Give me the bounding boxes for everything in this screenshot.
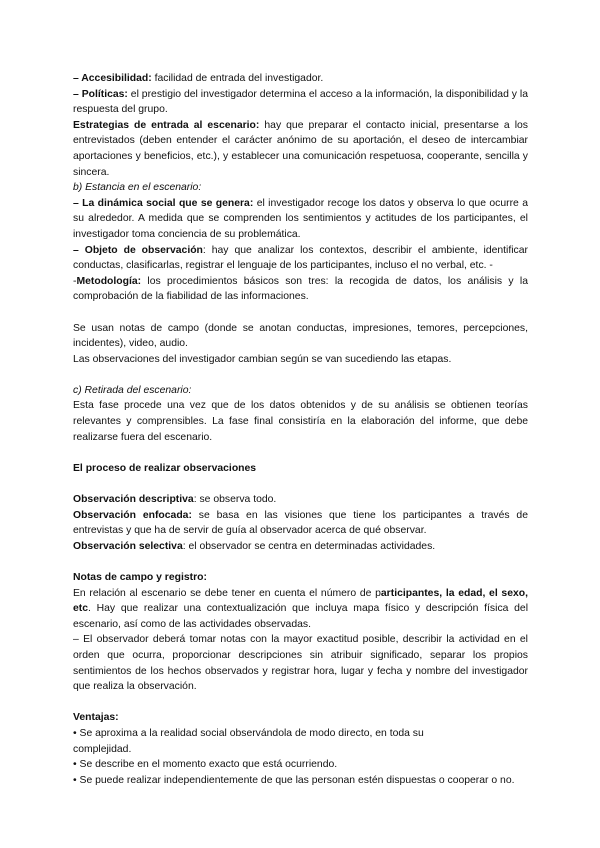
dinamica-item: – La dinámica social que se genera: el investigador recoge los datos y observa lo que ocurre a su alrededor. A medida que se comprenden los sentimientos y actitudes de los participantes, el investigador toma conciencia de su problemática. bbox=[73, 197, 528, 240]
estrategias-paragraph: Estrategias de entrada al escenario: hay que preparar el contacto inicial, presentarse a los entrevistados (deben entender el carácter anónimo de su aportación, el deseo de intercambiar aportaciones y beneficios, etc.), y establecer una comunicación respetuosa, cooperante, sencilla y sincera. bbox=[73, 119, 528, 178]
observaciones-cambian-paragraph: Las observaciones del investigador cambian según se van sucediendo las etapas. bbox=[73, 353, 452, 365]
obs-selectiva-item: Observación selectiva: el observador se centra en determinadas actividades. bbox=[73, 540, 436, 552]
ventaja-item-continuation: complejidad. bbox=[73, 743, 132, 755]
proceso-heading: El proceso de realizar observaciones bbox=[73, 462, 257, 474]
document-body bbox=[73, 71, 528, 788]
retirada-paragraph: Esta fase procede una vez que de los datos obtenidos y de su análisis se obtienen teorías relevantes y comprensibles. La fase final consistiría en la elaboración del informe, que debe realizarse fuera del escenario. bbox=[73, 400, 528, 443]
ventaja-item: • Se puede realizar independientemente de que las personan estén dispuestas o cooperar o no. bbox=[73, 774, 515, 786]
notas-heading: Notas de campo y registro: bbox=[73, 572, 207, 583]
retirada-heading: c) Retirada del escenario: bbox=[73, 384, 192, 396]
relacion-paragraph: En relación al escenario se debe tener en cuenta el número de participantes, la edad, el sexo, etc. Hay que realizar una contextualización que incluya mapa físico y descripción física del escenario, así como de las actividades observadas. bbox=[73, 587, 528, 630]
obs-descriptiva-item: Observación descriptiva: se observa todo. bbox=[73, 494, 277, 506]
obs-enfocada-item: Observación enfocada: se basa en las visiones que tiene los participantes a través de entrevistas y que ha de servir de guía al observador acerca de qué observar. bbox=[73, 509, 528, 537]
ventajas-heading: Ventajas: bbox=[73, 712, 119, 724]
observador-notas-paragraph: – El observador deberá tomar notas con la mayor exactitud posible, describir la actividad en el orden que ocurra, proporcionar descripciones sin atribuir significado, separar los propios sentimientos de los hechos observados y registrar hora, lugar y fecha y nombre del investigador que realiza la observación. bbox=[73, 634, 528, 693]
accesibilidad-item: – Accesibilidad: facilidad de entrada del investigador. bbox=[73, 73, 324, 84]
objeto-item: – Objeto de observación: hay que analizar los contextos, describir el ambiente, identificar conductas, clasificarlas, registrar el lenguaje de los participantes, incluso el no verbal, etc. - bbox=[73, 244, 528, 272]
notas-campo-paragraph: Se usan notas de campo (donde se anotan conductas, impresiones, temores, percepciones, incidentes), video, audio. bbox=[73, 322, 528, 350]
politicas-item: – Políticas: el prestigio del investigador determina el acceso a la información, la disponibilidad y la respuesta del grupo. bbox=[73, 88, 528, 116]
ventaja-item: • Se aproxima a la realidad social observándola de modo directo, en toda su bbox=[73, 727, 424, 739]
ventaja-item: • Se describe en el momento exacto que está ocurriendo. bbox=[73, 759, 338, 771]
metodologia-item: -Metodología: los procedimientos básicos son tres: la recogida de datos, los análisis y la comprobación de la fiabilidad de las informaciones. bbox=[73, 275, 528, 303]
estancia-heading: b) Estancia en el escenario: bbox=[73, 182, 202, 194]
